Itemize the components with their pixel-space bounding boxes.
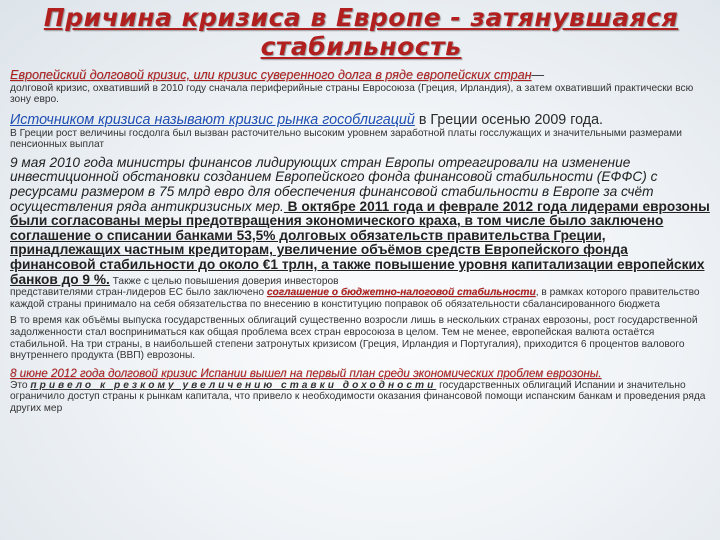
paragraph-bond-issuance: В то время как объёмы выпуска государственных облигаций существенно возросли лишь в нескольких странах еврозоны, рост государственной задолженности стал восприниматься как общая проблема всех стран евросоюза в целом. Тем не менее, европейская валюта остаётся стабильной. На три страны, в наибольшей степени затронутых кризисом (Греция, Ирландия и Португалия), приходится 6 процентов валового внутреннего продукта (ВВП) еврозоны.: [10, 315, 698, 362]
greece-debt-description: В Греции рост величины госдолга был вызван расточительно высоким уровнем заработной платы госслужащих и значительными размерами пенсионных выплат: [10, 127, 682, 151]
fiscal-compact-pre: представителями стран-лидеров ЕС было заключено: [10, 287, 267, 299]
eurozone-measures-bold-text: В октябре 2011 года и феврале 2012 года лидерами еврозоны были согласованы меры предотвращения экономического краха, в том числе было заключено соглашение о списании банками 53,5% долговых обязательств правительства Греции, принадлежащих частным кредиторам, увеличение объёмов средств Европейского фонда финансовой стабильности до около €1 трлн, а также повышение уровня капитализации европейских банков до 9 %.: [10, 198, 710, 287]
paragraph-spain-crisis: [10, 368, 712, 380]
fiscal-compact-link[interactable]: соглашение о бюджетно-налоговой стабильности: [266, 287, 536, 299]
eurocrisis-description: долговой кризис, охвативший в 2010 году сначала периферийные страны Евросоюза (Греция, Ирландия), а затем охвативший практически всю зону евро.: [10, 82, 694, 106]
crisis-source-tail: в Греции осенью 2009 года.: [414, 111, 604, 128]
title-line-1: Причина кризиса в Европе - затянувшаяся: [43, 3, 679, 32]
spain-pre: Это: [10, 379, 31, 391]
eurocrisis-dash: —: [531, 68, 545, 82]
title-line-2: стабильность: [260, 32, 462, 61]
efsf-italic-text: 9 мая 2010 года министры финансов лидирующих стран Европы отреагировали на изменение инвестиционной обстановки созданием Европейского фонда финансовой стабильности (ЕФФС) с ресурсами размером в 75 млрд евро для обеспечения финансовой стабильности в Европе за счёт осуществления ряда антикризисных мер.: [10, 154, 658, 214]
eurocrisis-heading: Европейский долговой кризис, или кризис суверенного долга в ряде европейских стран: [10, 68, 532, 82]
paragraph-eurocrisis-definition: [10, 69, 712, 83]
slide-title: [10, 0, 712, 61]
investor-trust-text: Также с целью повышения доверия инвесторов: [109, 275, 339, 287]
paragraph-efsf: [10, 156, 712, 287]
paragraph-fiscal-compact: [10, 287, 712, 310]
spain-post: государственных облигаций Испании и значительно ограничило доступ страны к рынкам капитала, что привело к необходимости оказания финансовой помощи испанским банкам и проведения ряда других мер: [10, 379, 706, 414]
fiscal-compact-post: , в рамках которого правительство каждой страны принимало на себя обязательства по внесению в конституцию поправок об обязательности сбалансированного бюджета: [10, 287, 700, 310]
paragraph-crisis-source: [10, 113, 712, 128]
crisis-source-link[interactable]: Источником кризиса называют кризис рынка гособлигаций: [10, 111, 415, 128]
spain-crisis-heading: 8 июне 2012 года долговой кризис Испании вышел на первый план среди экономических проблем еврозоны.: [10, 366, 602, 380]
spain-crisis-description: [10, 380, 712, 415]
spain-yield-emphasis: привело к резкому увеличению ставки доходности: [30, 379, 437, 391]
